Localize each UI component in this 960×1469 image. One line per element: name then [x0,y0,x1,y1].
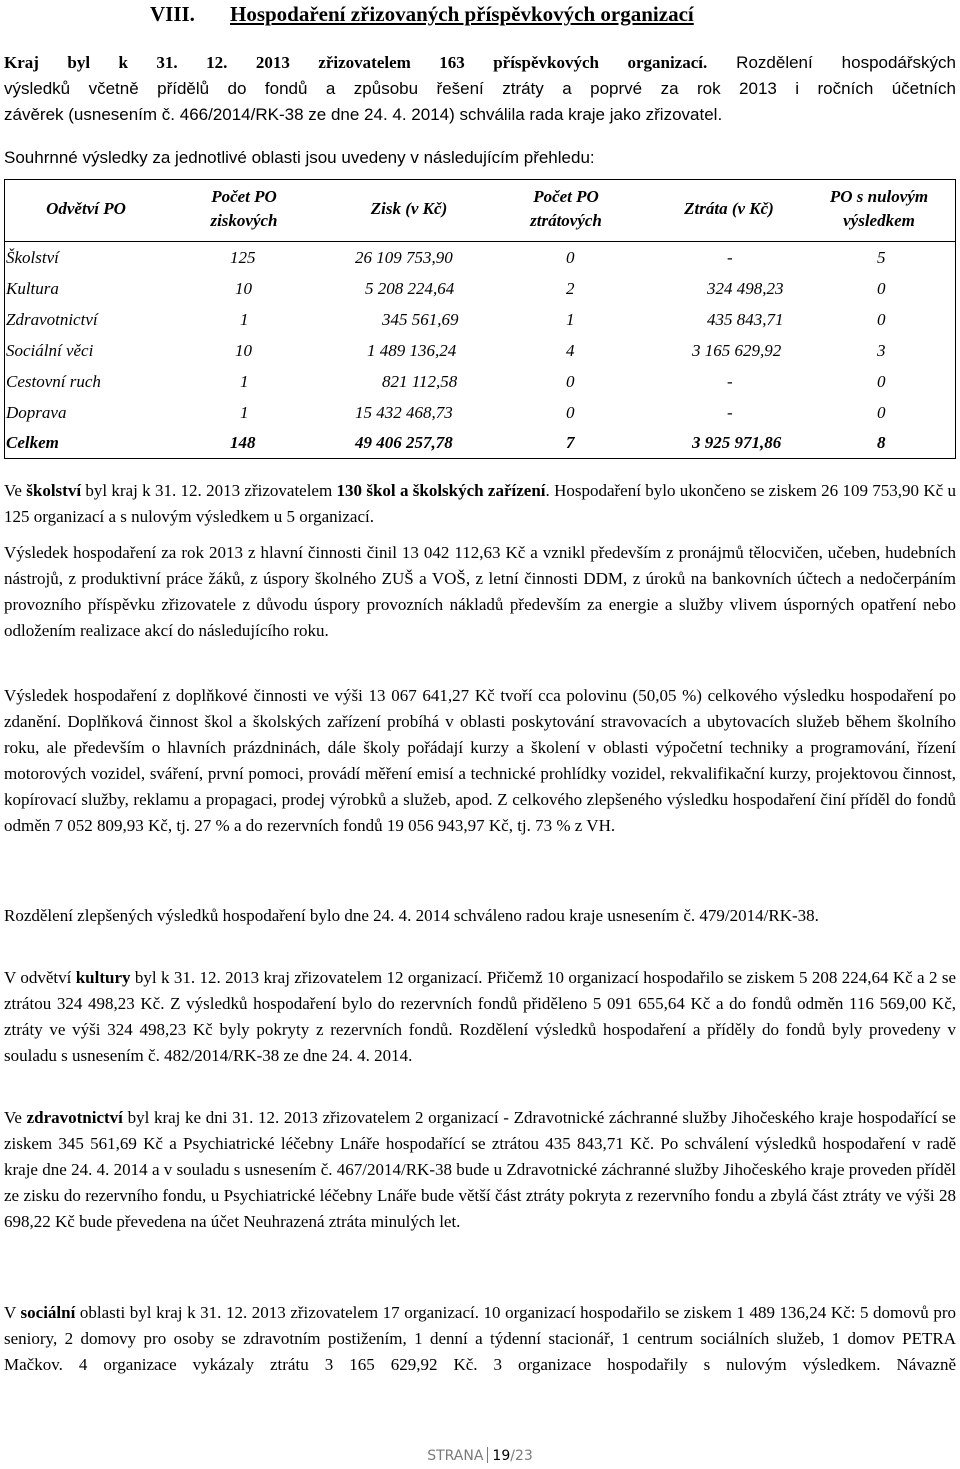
cell-nulovy: 0 [877,372,886,391]
header-pocet-ztratovych: Počet PO ztrátových [530,187,602,230]
cell-odvetvi: Zdravotnictví [6,310,98,329]
text: Výsledek hospodaření z doplňkové činnosti ve výši 13 067 641,27 Kč tvoří cca polovinu (50,05 %) celkového výsledku hospodaření po zdanění. [4,686,956,731]
cell-nulovy: 3 [877,341,886,360]
section-heading [150,2,694,27]
cell-total-zisk: 49 406 257,78 [355,433,453,452]
cell-ztrata: - [727,403,733,422]
text: . Hospodaření bylo ukončeno se ziskem 26 109 753,90 Kč u 125 organizací a s nulovým výsledkem u 5 organizací. [4,481,956,526]
header-nulovy: PO s nulovým výsledkem [829,187,929,230]
cell-zisk: 26 109 753,90 [355,248,453,267]
cell-ztrata: - [727,248,733,267]
cell-pocet-ziskovych: 1 [240,310,249,329]
page-footer: STRANA 19/23 [427,1448,533,1464]
header-ztrata: Ztráta (v Kč) [684,199,774,218]
kultura-paragraph [4,965,956,1069]
cell-zisk: 15 432 468,73 [355,403,453,422]
cell-total-label: Celkem [6,433,59,452]
intro-line-2: výsledků včetně přídělů do fondů a způsobu řešení ztráty a poprvé za rok 2013 i ročních účetních [4,79,956,98]
cell-total-ztrata: 3 925 971,86 [692,433,782,452]
footer-label: STRANA [427,1448,484,1464]
cell-ztrata: 435 843,71 [707,310,784,329]
text: byl kraj ke dni 31. 12. 2013 zřizovatelem 2 organizací - Zdravotnické záchranné služby Jihočeského kraje hospodařící se ziskem 345 561,69 Kč a Psychiatrické léčebny Lnáře hospodařící se ztrátou 435 843,71 Kč. Po schválení výsledků hospodaření v radě kraje dne 24. 4. 2014 a v souladu s usnesením č. 467/2014/RK-38 bude u Zdravotnické záchranné služby Jihočeského kraje proveden příděl ze zisku do rezervního fondu, u Psychiatrické léčebny Lnáře bude větší část ztráty pokryta z rezervního fondu a zbylá část ztráty ve výši 28 698,22 Kč bude převedena na účet Neuhrazená ztráta minulých let. [4,1108,956,1231]
cell-nulovy: 0 [877,403,886,422]
cell-ztrata: 324 498,23 [707,279,784,298]
keyword-zdravotnictvi: zdravotnictví [26,1108,123,1127]
cell-nulovy: 5 [877,248,886,267]
cell-pocet-ztratovych: 4 [566,341,575,360]
cell-zisk: 345 561,69 [382,310,459,329]
cell-pocet-ziskovych: 1 [240,372,249,391]
cell-total-pocet-ziskovych: 148 [230,433,256,452]
intro-line-1 [4,50,956,76]
skolstvi-paragraph-1 [4,478,956,530]
text: oblasti byl kraj k 31. 12. 2013 zřizovatelem 17 organizací. 10 organizací hospodařilo se ziskem 1 489 136,24 Kč: 5 domovů pro seniory, 2 domovy pro osoby se zdravotním postižením, 1 denní a týdenní stacionář, 1 centrum sociálních služeb, 1 domov PETRA Mačkov. 4 organizace vykázaly ztrátu 3 165 629,92 Kč. 3 organizace hospodařily s nulovým výsledkem. Návazně [4,1303,956,1374]
cell-pocet-ziskovych: 10 [235,279,252,298]
socialni-paragraph [4,1300,956,1378]
page-total: 23 [514,1448,533,1464]
skolstvi-paragraph-4: Rozdělení zlepšených výsledků hospodaření bylo dne 24. 4. 2014 schváleno radou kraje usnesením č. 479/2014/RK-38. [4,906,819,925]
cell-pocet-ziskovych: 125 [230,248,256,267]
text: Ve [4,1108,27,1127]
cell-zisk: 821 112,58 [382,372,458,391]
cell-odvetvi: Sociální věci [6,341,94,360]
text: V odvětví [4,968,76,987]
cell-pocet-ztratovych: 0 [566,248,575,267]
cell-pocet-ztratovych: 0 [566,403,575,422]
skolstvi-paragraph-3 [4,683,956,839]
text: byl kraj k 31. 12. 2013 zřizovatelem [81,481,337,500]
header-zisk: Zisk (v Kč) [370,199,448,218]
cell-odvetvi: Doprava [6,403,67,422]
summary-table [4,179,956,459]
cell-pocet-ztratovych: 0 [566,372,575,391]
header-pocet-ziskovych: Počet PO ziskových [210,187,278,230]
header-odvetvi: Odvětví PO [46,199,126,218]
intro-paragraph [4,50,956,128]
text: Ve [4,481,27,500]
page-number: 19 [492,1448,511,1464]
cell-total-nulovy: 8 [877,433,886,452]
cell-zisk: 1 489 136,24 [367,341,457,360]
cell-odvetvi: Kultura [6,279,59,298]
section-number: VIII. [150,2,195,26]
cell-pocet-ztratovych: 1 [566,310,575,329]
cell-pocet-ztratovych: 2 [566,279,575,298]
cell-pocet-ziskovych: 10 [235,341,252,360]
section-title: Hospodaření zřizovaných příspěvkových organizací [230,2,694,26]
intro-lead-rest: Rozdělení hospodářských [707,53,957,72]
cell-nulovy: 0 [877,279,886,298]
skolstvi-paragraph-2: Výsledek hospodaření za rok 2013 z hlavní činnosti činil 13 042 112,63 Kč a vznikl především z pronájmů tělocvičen, učeben, hudebních nástrojů, z produktivní práce žáků, z úspory školného ZUŠ a VOŠ, z letní činnosti DDM, z úroků na bankovních účtech a nedočerpáním provozního příspěvku zřizovatele z důvodu úspory provozních nákladů především za energie a služby vlivem úsporných opatření nebo odložením realizace akcí do následujícího roku. [4,543,956,640]
cell-odvetvi: Cestovní ruch [6,372,101,391]
cell-zisk: 5 208 224,64 [365,279,455,298]
keyword-skolstvi: školství [26,481,82,500]
cell-pocet-ziskovych: 1 [240,403,249,422]
keyword-kultura: kultury [75,968,131,987]
zdravotnictvi-paragraph [4,1105,956,1235]
footer-separator [487,1447,488,1463]
text: V [4,1303,21,1322]
keyword-socialni: sociální [20,1303,76,1322]
cell-nulovy: 0 [877,310,886,329]
cell-ztrata: - [727,372,733,391]
intro-line-3: závěrek (usnesením č. 466/2014/RK-38 ze dne 24. 4. 2014) schválila rada kraje jako zřizovatel. [4,105,723,124]
cell-ztrata: 3 165 629,92 [692,341,782,360]
cell-total-pocet-ztratovych: 7 [566,433,575,452]
intro-lead-bold: Kraj byl k 31. 12. 2013 zřizovatelem 163 příspěvkových organizací. [4,53,708,72]
intro-table-lead: Souhrnné výsledky za jednotlivé oblasti jsou uvedeny v následujícím přehledu: [4,148,595,167]
cell-odvetvi: Školství [6,248,59,267]
text: byl k 31. 12. 2013 kraj zřizovatelem 12 organizací. Přičemž 10 organizací hospodařilo se ziskem 5 208 224,64 Kč a 2 se ztrátou 324 498,23 Kč. Z výsledků hospodaření bylo do rezervních fondů přiděleno 5 091 655,64 Kč a do fondů odměn 116 569,00 Kč, ztráty ve výši 324 498,23 Kč byly pokryty z rezervních fondů. Rozdělení výsledků hospodaření a příděly do fondů byly provedeny v souladu s usnesením č. 482/2014/RK-38 ze dne 24. 4. 2014. [4,968,956,1065]
keyword-skoly: 130 škol a školských zařízení [336,481,546,500]
text: Doplňková činnost škol a školských zařízení probíhá v oblasti poskytování stravovacích a ubytovacích služeb během školního roku, ale především o hlavních prázdninách, dále školy pořádají kurzy a školení v oblasti výpočetní techniky a programování, řízení motorových vozidel, sváření, první pomoci, provádí měření emisí a technické prohlídky vozidel, rekvalifikační kurzy, projektovou činnost, kopírovací služby, reklamu a propagaci, prodej výrobků a služeb, apod. Z celkového zlepšeného výsledku hospodaření činí příděl do fondů odměn 7 052 809,93 Kč, tj. 27 % a do rezervních fondů 19 056 943,97 Kč, tj. 73 % z VH. [4,712,956,835]
